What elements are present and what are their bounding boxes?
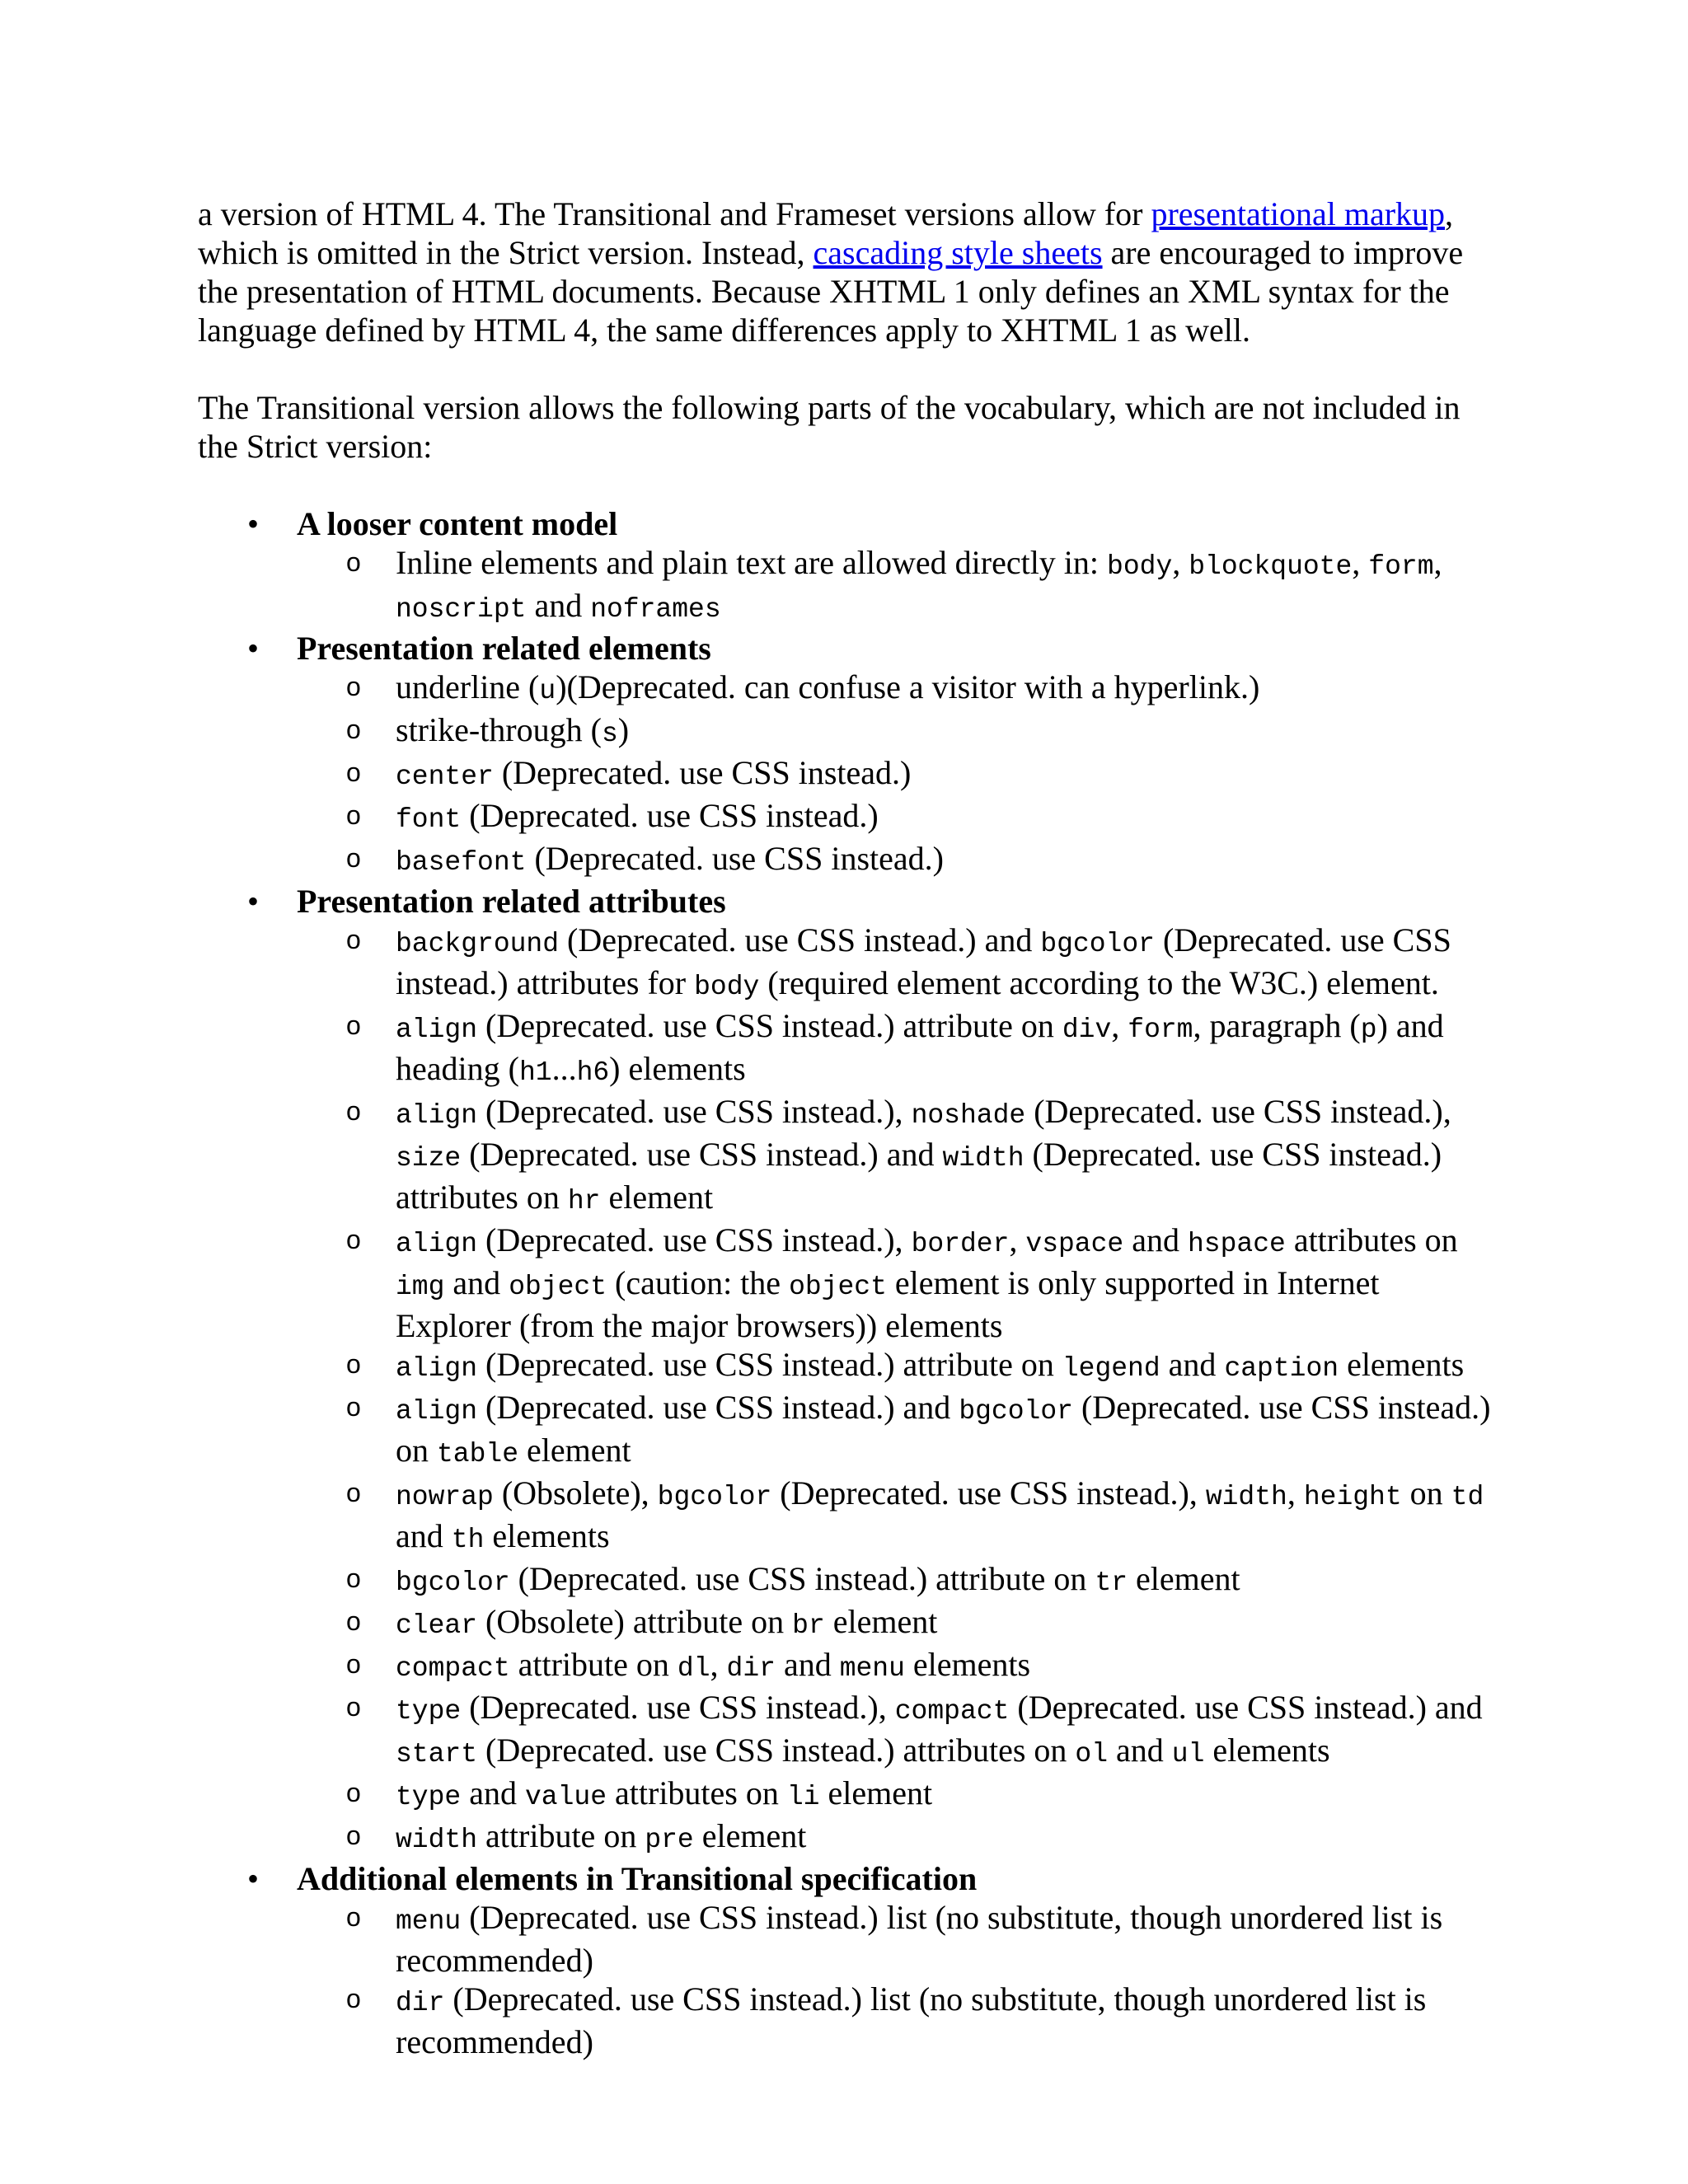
item-text: (Deprecated. use CSS instead.) and <box>477 1389 959 1426</box>
bullet-icon: • <box>247 1860 260 1897</box>
item-text: and <box>775 1646 840 1683</box>
intro-text-1: a version of HTML 4. The Transitional and Frameset versions allow for <box>198 195 1151 232</box>
item-text: element <box>600 1179 714 1216</box>
item-text: (Deprecated. use CSS instead.), <box>771 1474 1206 1511</box>
code-token: align <box>396 1396 478 1427</box>
list-item <box>297 1474 1500 1559</box>
item-text: and <box>1108 1732 1172 1769</box>
code-token: align <box>396 1353 478 1384</box>
item-text: , <box>1352 544 1369 581</box>
list-item <box>297 668 1500 710</box>
code-token: compact <box>894 1696 1010 1727</box>
item-text: and <box>1160 1346 1225 1383</box>
circle-bullet-icon: o <box>346 1096 361 1126</box>
code-token: background <box>396 929 560 959</box>
code-token: width <box>1205 1482 1287 1512</box>
list-item <box>297 543 1500 629</box>
item-text: (Deprecated. use CSS instead.) attribute on <box>477 1346 1062 1383</box>
document-page <box>198 194 1500 2061</box>
code-token: basefont <box>396 847 527 878</box>
item-text: (Deprecated. use CSS instead.), <box>1025 1093 1451 1130</box>
list-item <box>297 710 1500 753</box>
code-token: border <box>911 1229 1010 1259</box>
code-token: form <box>1368 551 1434 582</box>
code-token: height <box>1303 1482 1402 1512</box>
item-text: (Deprecated. use CSS instead.), <box>461 1689 895 1726</box>
code-token: width <box>396 1825 478 1855</box>
item-text: underline ( <box>396 668 540 705</box>
code-token: caption <box>1224 1353 1339 1384</box>
item-text: , <box>1433 544 1442 581</box>
code-token: legend <box>1062 1353 1160 1384</box>
code-token: noscript <box>396 594 527 625</box>
item-text: ... <box>551 1050 577 1087</box>
list-item <box>297 1221 1500 1345</box>
code-token: img <box>396 1272 445 1302</box>
code-token: type <box>396 1782 462 1812</box>
circle-bullet-icon: o <box>346 800 361 830</box>
circle-bullet-icon: o <box>346 715 361 744</box>
circle-bullet-icon: o <box>346 1984 361 2013</box>
transitional-paragraph: The Transitional version allows the following parts of the vocabulary, which are not included in the Strict version: <box>198 389 1461 465</box>
section-item <box>198 1859 1500 2061</box>
item-text: (required element according to the W3C.) element. <box>759 964 1439 1001</box>
code-token: clear <box>396 1610 478 1641</box>
item-text: element <box>1128 1560 1240 1597</box>
item-text: element <box>518 1432 631 1469</box>
section-item <box>198 882 1500 1859</box>
item-text: and <box>396 1517 452 1554</box>
item-text: , <box>1111 1007 1128 1044</box>
list-item <box>297 1345 1500 1388</box>
sub-list <box>297 668 1500 882</box>
item-text: ) and heading ( <box>396 1007 1444 1087</box>
bullet-icon: • <box>247 630 260 667</box>
item-text: attribute on <box>477 1817 645 1854</box>
list-item <box>297 1006 1500 1092</box>
code-token: th <box>451 1525 485 1555</box>
list-item <box>297 1602 1500 1645</box>
code-token: align <box>396 1015 478 1045</box>
section-heading: Presentation related attributes <box>297 883 726 920</box>
intro-text-3: are encouraged to improve the presentation of HTML documents. Because XHTML 1 only defines an XML syntax for the language defined by HTML 4, the same differences apply to XHTML 1 as well. <box>198 234 1464 349</box>
item-text: and <box>526 587 591 624</box>
code-token: li <box>786 1782 820 1812</box>
item-text: , <box>1287 1474 1304 1511</box>
list-item <box>297 1774 1500 1816</box>
item-text: and <box>1123 1221 1188 1258</box>
item-text: element <box>819 1774 933 1811</box>
code-token: font <box>396 804 462 835</box>
code-token: start <box>396 1739 478 1769</box>
vocabulary-list <box>198 504 1500 2061</box>
code-token: align <box>396 1229 478 1259</box>
code-token: hr <box>567 1186 601 1216</box>
section-item <box>198 504 1500 629</box>
item-text: (Deprecated. use CSS instead.) and <box>461 1136 943 1173</box>
item-text: (Deprecated. use CSS instead.) and <box>1009 1689 1483 1726</box>
item-text: elements <box>1204 1732 1330 1769</box>
item-text: attributes on <box>1285 1221 1458 1258</box>
item-text: (Deprecated. use CSS instead.) attribute on <box>477 1007 1062 1044</box>
item-text: , paragraph ( <box>1193 1007 1361 1044</box>
code-token: bgcolor <box>1040 929 1155 959</box>
code-token: hspace <box>1187 1229 1286 1259</box>
item-text: element <box>824 1603 938 1640</box>
intro-text-2: , which is omitted in the Strict version. Instead, <box>198 195 1454 271</box>
circle-bullet-icon: o <box>346 1349 361 1379</box>
circle-bullet-icon: o <box>346 1692 361 1722</box>
sub-list <box>297 1898 1500 2061</box>
item-text: on <box>1401 1474 1451 1511</box>
item-text: , <box>1009 1221 1026 1258</box>
item-text: (Deprecated. use CSS instead.), <box>477 1221 912 1258</box>
list-item <box>297 1688 1500 1774</box>
item-text: attribute on <box>509 1646 678 1683</box>
list-item <box>297 921 1500 1006</box>
code-token: vspace <box>1025 1229 1124 1259</box>
item-text: (Deprecated. use CSS instead.) list (no substitute, though unordered list is recommended) <box>396 1980 1427 2060</box>
item-text: strike-through ( <box>396 711 602 748</box>
list-item <box>297 796 1500 839</box>
item-text: (Deprecated. use CSS instead.) attributes on <box>396 1136 1442 1216</box>
code-token: br <box>792 1610 825 1641</box>
code-token: bgcolor <box>657 1482 772 1512</box>
item-text: element is only supported in Internet Explorer (from the major browsers)) elements <box>396 1264 1380 1344</box>
code-token: ol <box>1075 1739 1109 1769</box>
item-text: attributes on <box>607 1774 787 1811</box>
item-text: , <box>1172 544 1189 581</box>
code-token: body <box>694 972 760 1002</box>
code-token: table <box>437 1439 519 1469</box>
item-text: elements <box>904 1646 1031 1683</box>
sub-list <box>297 543 1500 629</box>
item-text: , <box>710 1646 727 1683</box>
item-text: (Deprecated. use CSS instead.), <box>477 1093 912 1130</box>
circle-bullet-icon: o <box>346 925 361 954</box>
circle-bullet-icon: o <box>346 1902 361 1932</box>
circle-bullet-icon: o <box>346 1778 361 1807</box>
list-item <box>297 753 1500 796</box>
list-item <box>297 1388 1500 1474</box>
code-token: object <box>789 1272 887 1302</box>
item-text: elements <box>1339 1346 1465 1383</box>
item-text: (Deprecated. use CSS instead.) list (no substitute, though unordered list is recommended) <box>396 1899 1443 1979</box>
circle-bullet-icon: o <box>346 1649 361 1679</box>
code-token: nowrap <box>396 1482 494 1512</box>
section-heading: Presentation related elements <box>297 630 711 667</box>
code-token: type <box>396 1696 462 1727</box>
circle-bullet-icon: o <box>346 1606 361 1636</box>
circle-bullet-icon: o <box>346 843 361 873</box>
item-text: Inline elements and plain text are allowed directly in: <box>396 544 1108 581</box>
cascading-style-sheets-link[interactable]: cascading style sheets <box>813 234 1103 271</box>
item-text: and <box>461 1774 525 1811</box>
sub-list <box>297 921 1500 1859</box>
list-item <box>297 1645 1500 1688</box>
code-token: pre <box>645 1825 694 1855</box>
presentational-markup-link[interactable]: presentational markup <box>1151 195 1446 232</box>
circle-bullet-icon: o <box>346 1478 361 1507</box>
circle-bullet-icon: o <box>346 547 361 577</box>
code-token: align <box>396 1100 478 1131</box>
section-heading: Additional elements in Transitional specification <box>297 1860 978 1897</box>
code-token: width <box>942 1143 1025 1174</box>
code-token: noframes <box>590 594 721 625</box>
code-token: menu <box>396 1906 462 1937</box>
section-heading: A looser content model <box>297 505 618 542</box>
code-token: s <box>601 719 618 749</box>
circle-bullet-icon: o <box>346 1821 361 1850</box>
code-token: size <box>396 1143 462 1174</box>
item-text: (Deprecated. use CSS instead.) on <box>396 1389 1491 1469</box>
bullet-icon: • <box>247 883 260 920</box>
code-token: dir <box>396 1988 445 2018</box>
circle-bullet-icon: o <box>346 1563 361 1593</box>
item-text: (Deprecated. use CSS instead.) <box>526 840 944 877</box>
item-text: element <box>693 1817 807 1854</box>
code-token: h6 <box>576 1057 610 1088</box>
circle-bullet-icon: o <box>346 672 361 701</box>
item-text: and <box>444 1264 509 1301</box>
circle-bullet-icon: o <box>346 757 361 787</box>
code-token: form <box>1128 1015 1193 1045</box>
code-token: td <box>1451 1482 1484 1512</box>
code-token: center <box>396 762 494 792</box>
list-item <box>297 839 1500 882</box>
code-token: h1 <box>518 1057 552 1088</box>
list-item <box>297 1092 1500 1221</box>
intro-paragraph <box>198 194 1500 349</box>
item-text: (Obsolete) attribute on <box>477 1603 793 1640</box>
item-text: elements <box>484 1517 610 1554</box>
item-text: (caution: the <box>607 1264 790 1301</box>
item-text: ) elements <box>609 1050 746 1087</box>
code-token: tr <box>1095 1568 1128 1598</box>
section-item <box>198 629 1500 882</box>
list-item <box>297 1559 1500 1602</box>
code-token: blockquote <box>1189 551 1353 582</box>
code-token: dl <box>677 1653 710 1684</box>
item-text: (Deprecated. use CSS instead.) attributes on <box>477 1732 1076 1769</box>
code-token: object <box>509 1272 607 1302</box>
list-item <box>297 1898 1500 1980</box>
code-token: value <box>524 1782 607 1812</box>
item-text: )(Deprecated. can confuse a visitor with a hyperlink.) <box>556 668 1260 705</box>
item-text: (Deprecated. use CSS instead.) attribute on <box>509 1560 1095 1597</box>
item-text: (Obsolete), <box>493 1474 658 1511</box>
circle-bullet-icon: o <box>346 1392 361 1422</box>
item-text: (Deprecated. use CSS instead.) attributes for <box>396 921 1451 1001</box>
code-token: div <box>1062 1015 1112 1045</box>
code-token: noshade <box>911 1100 1026 1131</box>
list-item <box>297 1816 1500 1859</box>
bullet-icon: • <box>247 505 260 542</box>
code-token: dir <box>726 1653 776 1684</box>
circle-bullet-icon: o <box>346 1225 361 1254</box>
code-token: body <box>1107 551 1173 582</box>
circle-bullet-icon: o <box>346 1010 361 1040</box>
code-token: u <box>539 676 556 706</box>
code-token: compact <box>396 1653 510 1684</box>
item-text: (Deprecated. use CSS instead.) and <box>559 921 1041 958</box>
code-token: p <box>1360 1015 1377 1045</box>
code-token: bgcolor <box>396 1568 510 1598</box>
code-token: ul <box>1171 1739 1205 1769</box>
list-item <box>297 1980 1500 2061</box>
item-text: (Deprecated. use CSS instead.) <box>493 754 912 791</box>
code-token: bgcolor <box>959 1396 1073 1427</box>
code-token: menu <box>839 1653 905 1684</box>
item-text: ) <box>617 711 630 748</box>
item-text: (Deprecated. use CSS instead.) <box>461 797 879 834</box>
